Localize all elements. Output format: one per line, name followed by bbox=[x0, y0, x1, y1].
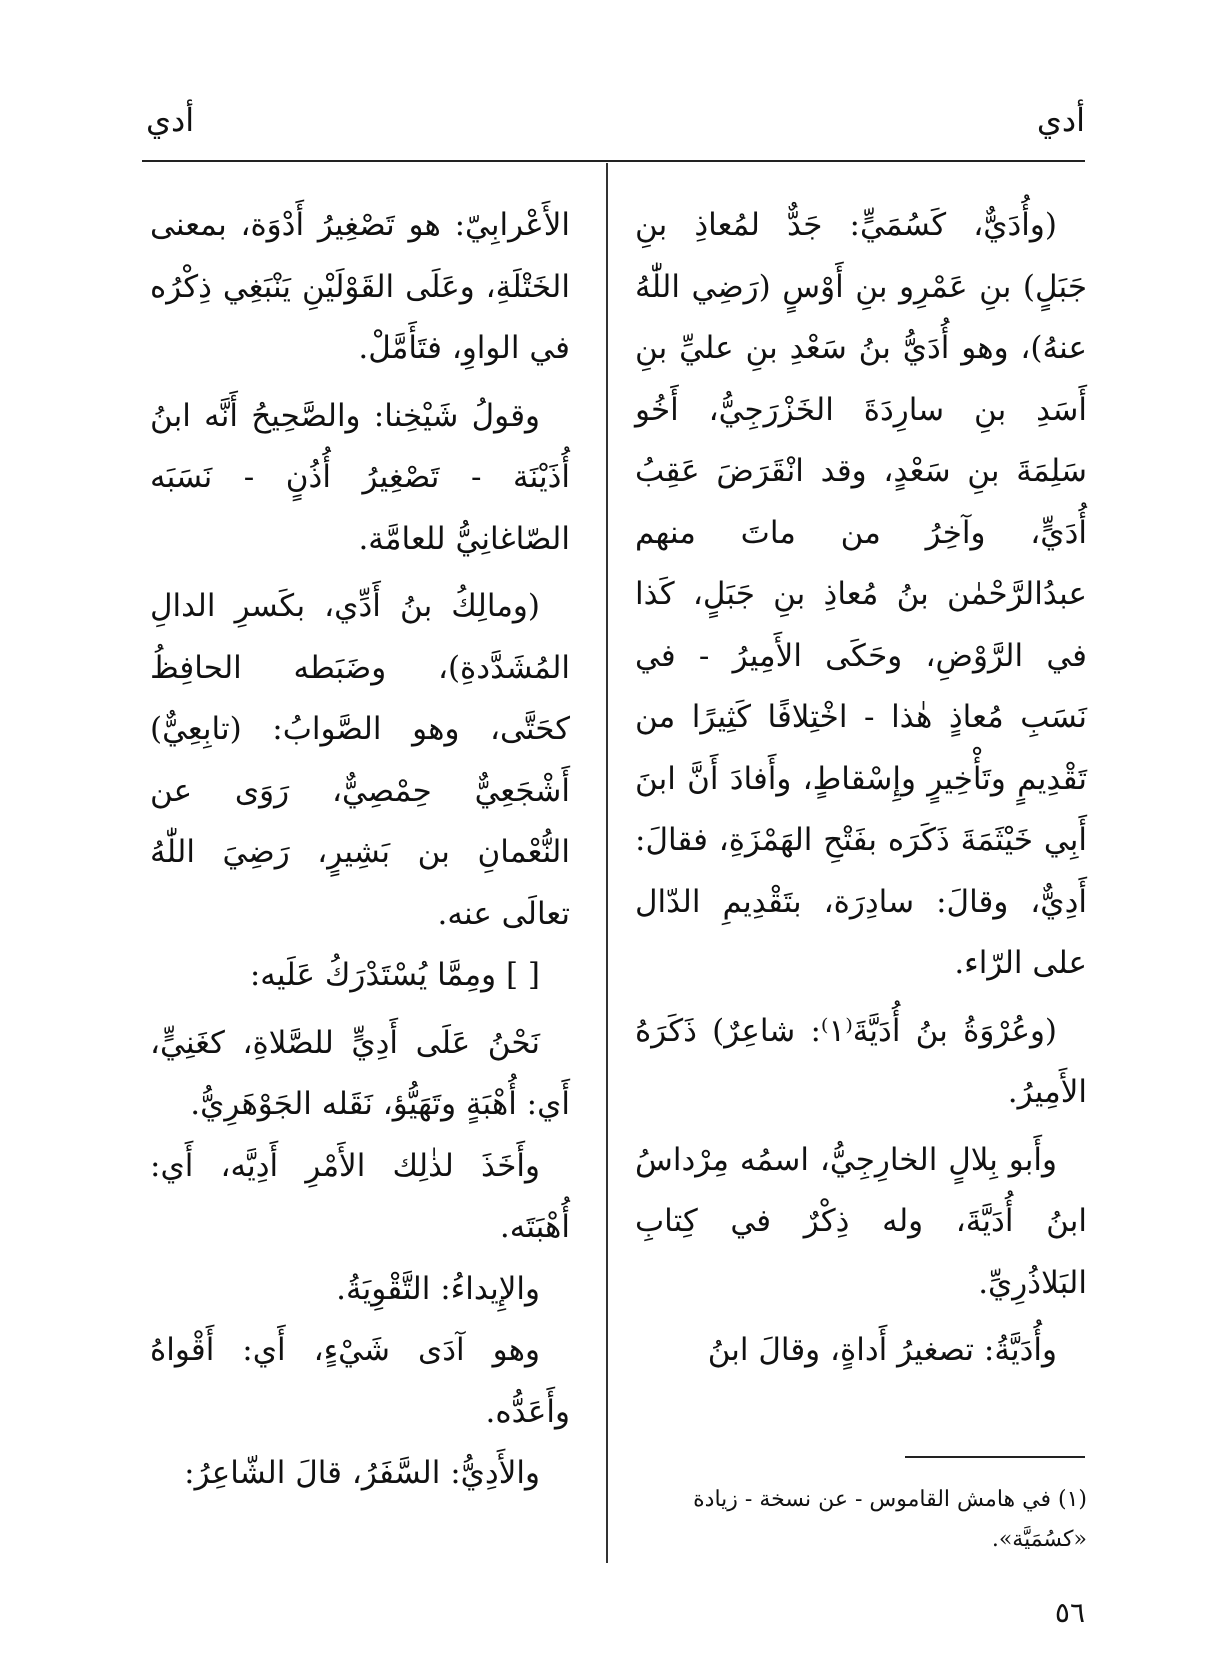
running-head-right: أدي bbox=[1036, 101, 1085, 139]
entry-paragraph: والإِيداءُ: التَّقْوِيَةُ. bbox=[336, 1270, 540, 1307]
right-column bbox=[635, 195, 1087, 1382]
footnote: (١) في هامش القاموس - عن نسخة - زيادة «كسُمَيَّة». bbox=[693, 1487, 1087, 1552]
running-head-left: أدي bbox=[146, 101, 195, 139]
entry-paragraph: الأَعْرابِيّ: هو تَصْغِيرُ أَدْوَة، بمعنى الخَتْلَةِ، وعَلَى القَوْلَيْنِ يَنْبَغِي ذِكْرُه في الواوِ، فتَأَمَّلْ. bbox=[150, 207, 570, 366]
entry-paragraph: (وأُدَيٌّ، كَسُمَيٍّ: جَدٌّ لمُعاذِ بنِ جَبَلٍ) بنِ عَمْرِو بنِ أَوْسٍ (رَضِي اللّٰهُ عنهُ)، وهو أُدَيُّ بنُ سَعْدِ بنِ عليِّ بنِ أَسَدِ بنِ سارِدَةَ الخَزْرَجِيُّ، أَخُو سَلِمَةَ بنِ سَعْدٍ، وقد انْقَرَضَ عَقِبُ أُدَيٍّ، وآخِرُ من ماتَ منهم عبدُالرَّحْمٰن بنُ مُعاذِ بنِ جَبَلٍ، كَذا في الرَّوْضِ، وحَكَى الأَمِيرُ - في نَسَبِ مُعاذٍ هٰذا - اخْتِلافًا كَثِيرًا من تَقْدِيمٍ وتَأْخِيرٍ وإِسْقاطٍ، وأَفادَ أَنَّ ابنَ أَبِي خَيْثَمَةَ ذَكَرَه بفَتْحِ الهَمْزَةِ، فقالَ: أَدِيٌّ، وقالَ: سادِرَة، بتَقْدِيمِ الدّال على الرّاء. bbox=[635, 207, 1087, 981]
header-rule bbox=[142, 160, 1085, 162]
entry-paragraph: والأَدِيُّ: السَّفَرُ، قالَ الشّاعِرُ: bbox=[184, 1455, 540, 1491]
footnote-rule bbox=[905, 1456, 1085, 1458]
entry-paragraph: وأَخَذَ لذٰلِك الأَمْرِ أَدِيَّه، أَي: أُهْبَتَه. bbox=[150, 1147, 570, 1245]
entry-paragraph: وقولُ شَيْخِنا: والصَّحِيحُ أَنَّه ابنُ أُذَيْنَة - تَصْغِيرُ أُذُنٍ - نَسَبَه الصّاغانِيُّ للعامَّة. bbox=[150, 397, 570, 557]
entry-paragraph: وهو آدَى شَيْءٍ، أَي: أَقْواهُ وأَعَدُّه. bbox=[150, 1332, 570, 1430]
page-number: ٥٦ bbox=[1054, 1596, 1085, 1629]
entry-paragraph: (ومالِكُ بنُ أَدِّي، بكَسرِ الدالِ المُشَدَّدةِ)، وضَبَطه الحافِظُ كحَتَّى، وهو الصَّوابُ: (تابِعِيٌّ) أَشْجَعِيٌّ حِمْصِيٌّ، رَوَى عن النُّعْمانِ بن بَشِيرٍ، رَضِيَ اللّٰهُ تعالَى عنه. bbox=[150, 588, 570, 932]
addendum-heading: [ ] ومِمَّا يُسْتَدْرَكُ عَلَيه: bbox=[249, 957, 540, 993]
entry-paragraph: وأُدَيَّةُ: تصغيرُ أَداةٍ، وقالَ ابنُ bbox=[707, 1332, 1057, 1368]
column-divider bbox=[606, 163, 608, 1563]
entry-paragraph: نَحْنُ عَلَى أَدِيٍّ للصَّلاةِ، كغَنِيٍّ، أَي: أُهْبَةٍ وتَهَيُّؤ، نَقَله الجَوْهَرِيُّ. bbox=[150, 1024, 570, 1122]
left-column bbox=[150, 195, 570, 1505]
entry-paragraph: (وعُرْوَةُ بنُ أُدَيَّةَ⁽١⁾: شاعِرٌ) ذَكَرَهُ الأَمِيرُ. bbox=[635, 1012, 1087, 1110]
entry-paragraph: وأَبو بِلالٍ الخارِجِيُّ، اسمُه مِرْداسُ ابنُ أُدَيَّةَ، وله ذِكْرٌ في كِتابِ البَلاذُرِيِّ. bbox=[635, 1141, 1087, 1301]
